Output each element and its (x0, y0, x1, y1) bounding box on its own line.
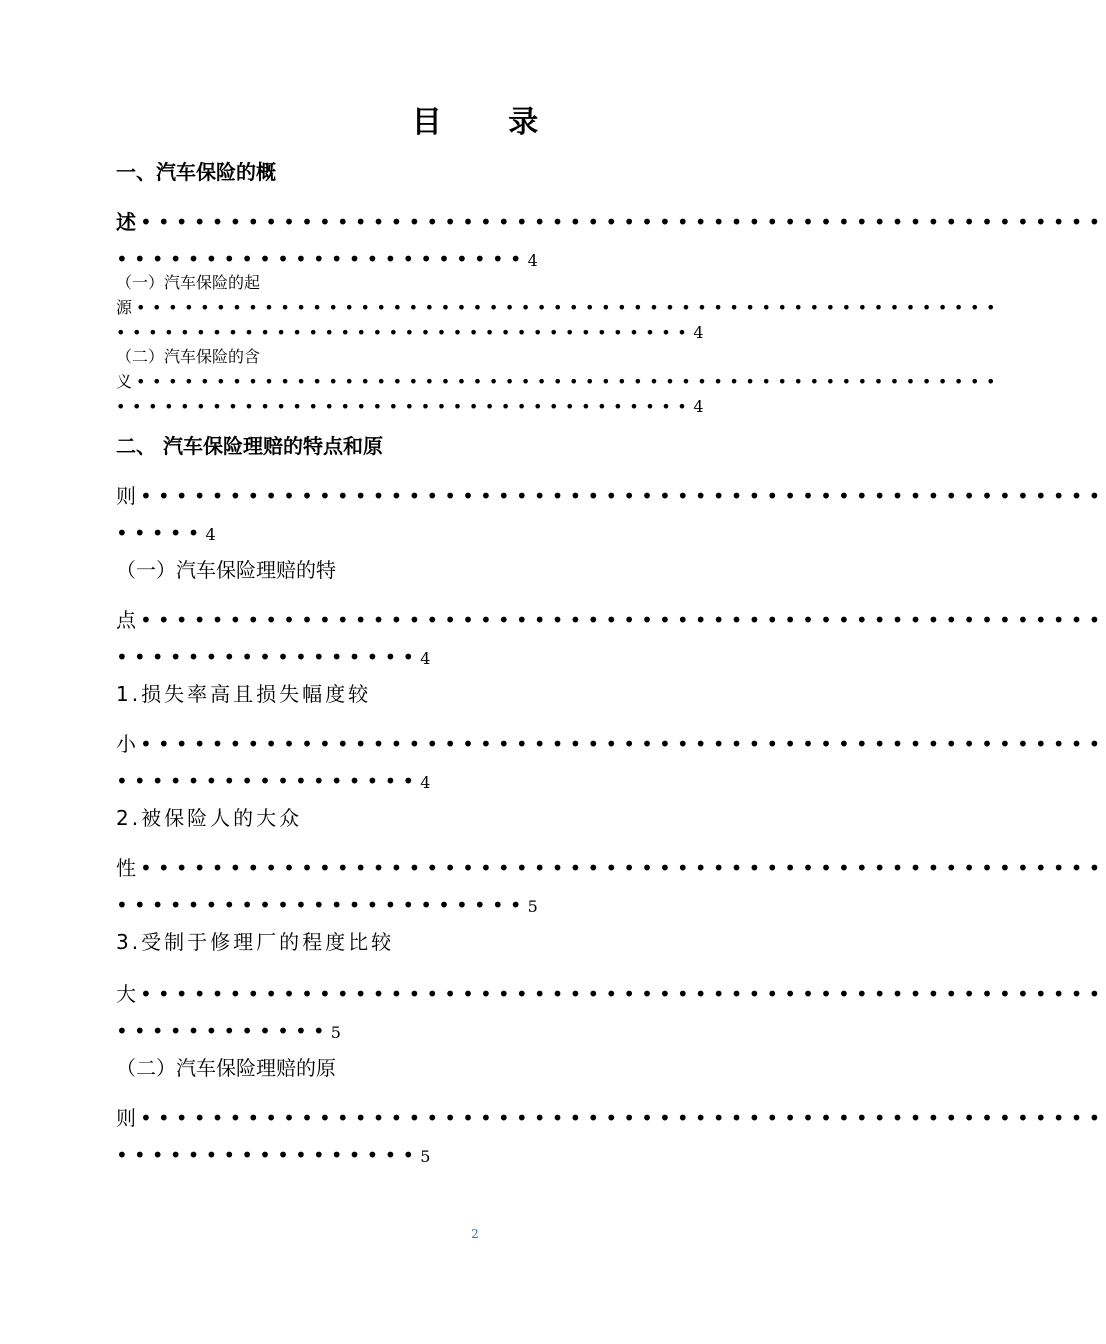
toc-leader-dots: •••••••••••••••••••••••••••••••••••••••••••••••••••••• (140, 732, 1106, 756)
toc-entry-9-char: 则 (116, 1106, 136, 1130)
toc-entry-4-heading: 二、 汽车保险理赔的特点和原 (116, 434, 383, 458)
toc-leader-dots: •••••••••••••••••••••••••••••••••••••••••••••••••••••• (136, 372, 1003, 391)
toc-entry-6-heading: 1.损失率高且损失幅度较 (116, 682, 372, 706)
toc-entry-1-heading: 一、汽车保险的概 (116, 160, 276, 184)
toc-entry-2-page: 4 (693, 323, 704, 342)
toc-entry-3-char: 义 (116, 372, 133, 391)
toc-leader-dots: •••••••••••••••••••••••••••••••••••••••••••••••••••••• (140, 982, 1106, 1006)
toc-entry-4-leader-line: •••••4 (116, 521, 216, 545)
toc-entry-2-char: 源 (116, 298, 133, 317)
toc-entry-1-page: 4 (527, 251, 538, 270)
toc-entry-8-leader-line: ••••••••••••5 (116, 1019, 341, 1043)
page-number: 2 (471, 1227, 479, 1241)
toc-leader-dots: •••••••••••••••••••••••••••••••••••••••••••••••••••••• (140, 608, 1106, 632)
toc-entry-9-heading: （二）汽车保险理赔的原 (116, 1056, 336, 1080)
toc-leader-dots: •••••••••••••••••••••••••••••••••••••••••••••••••••••• (140, 1106, 1106, 1130)
toc-entry-8-char: 大 (116, 982, 136, 1006)
toc-entry-6-page: 4 (420, 773, 431, 792)
toc-entry-2-leader-line: ••••••••••••••••••••••••••••••••••••4 (116, 323, 704, 342)
toc-entry-7-page: 5 (527, 897, 538, 916)
toc-entry-8-page: 5 (330, 1023, 341, 1042)
toc-entry-2-heading: （一）汽车保险的起 (116, 273, 261, 292)
toc-leader-dots: •••••••••••••••••••••••••••••••••••••••••••••••••••••• (140, 856, 1106, 880)
toc-entry-8-heading: 3.受制于修理厂的程度比较 (116, 930, 395, 954)
toc-entry-3-leader-line: ••••••••••••••••••••••••••••••••••••4 (116, 397, 704, 416)
toc-entry-1-leader-line: •••••••••••••••••••••••4 (116, 247, 538, 271)
toc-entry-5-leader-line: •••••••••••••••••4 (116, 645, 431, 669)
toc-entry-7-heading: 2.被保险人的大众 (116, 806, 303, 830)
toc-entry-6-char: 小 (116, 732, 136, 756)
toc-entry-3-heading: （二）汽车保险的含 (116, 347, 261, 366)
toc-entry-1-char: 述 (116, 210, 136, 234)
toc-entry-4-char: 则 (116, 484, 136, 508)
toc-entry-5-char: 点 (116, 608, 136, 632)
toc-entry-7-leader-line: •••••••••••••••••••••••5 (116, 893, 538, 917)
toc-entry-4-page: 4 (205, 525, 216, 544)
toc-entry-9-leader-line: •••••••••••••••••5 (116, 1143, 431, 1167)
toc-entry-5-heading: （一）汽车保险理赔的特 (116, 558, 336, 582)
toc-entry-6-leader-line: •••••••••••••••••4 (116, 769, 431, 793)
toc-entry-9-page: 5 (420, 1147, 431, 1166)
toc-leader-dots: •••••••••••••••••••••••••••••••••••••••••••••••••••••• (136, 298, 1003, 317)
toc-entry-3-page: 4 (693, 397, 704, 416)
toc-entry-5-page: 4 (420, 649, 431, 668)
toc-leader-dots: •••••••••••••••••••••••••••••••••••••••••••••••••••••• (140, 484, 1106, 508)
toc-leader-dots: •••••••••••••••••••••••••••••••••••••••••••••••••••••• (140, 210, 1106, 234)
toc-entry-7-char: 性 (116, 856, 136, 880)
page-title: 目 录 (411, 105, 567, 140)
